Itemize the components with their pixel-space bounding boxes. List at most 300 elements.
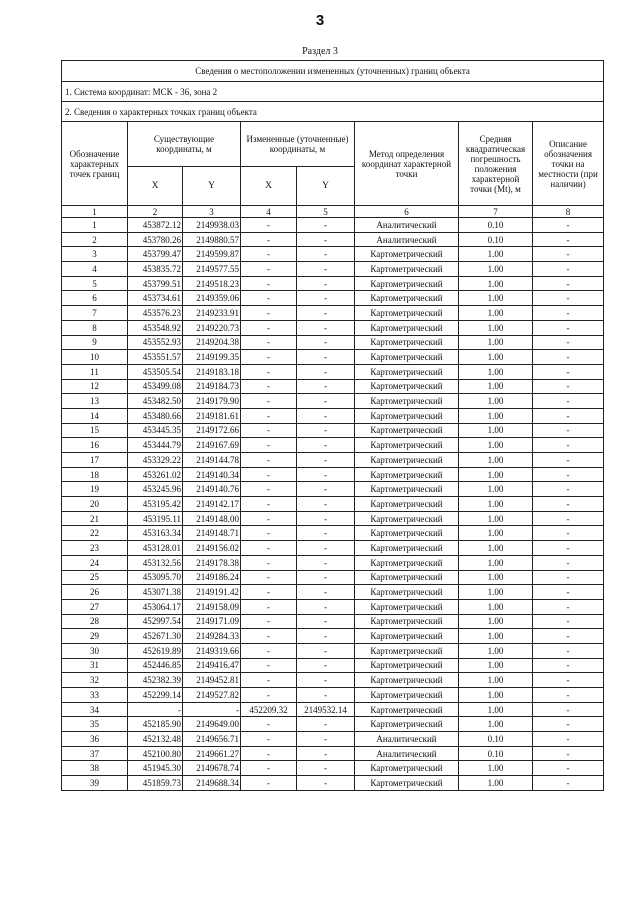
changed-y-cell: 2149532.14 (297, 702, 355, 717)
existing-y-cell: 2149518.23 (183, 276, 241, 291)
description-cell: - (533, 276, 604, 291)
existing-x-cell: 451859.73 (128, 776, 183, 791)
existing-x-cell: 453734.61 (128, 291, 183, 306)
point-number-cell: 8 (62, 320, 128, 335)
description-cell: - (533, 526, 604, 541)
existing-y-cell: 2149181.61 (183, 408, 241, 423)
changed-y-cell: - (297, 320, 355, 335)
existing-y-cell: 2149140.34 (183, 467, 241, 482)
accuracy-cell: 1.00 (459, 408, 533, 423)
table-row (62, 335, 604, 350)
existing-y-cell: 2149416.47 (183, 658, 241, 673)
existing-y-cell: 2149649.00 (183, 717, 241, 732)
description-cell: - (533, 541, 604, 556)
description-cell: - (533, 717, 604, 732)
existing-y-cell: 2149678.74 (183, 761, 241, 776)
table-row (62, 643, 604, 658)
page-number: 3 (315, 12, 325, 29)
point-number-cell: 22 (62, 526, 128, 541)
point-number-cell: 10 (62, 350, 128, 365)
changed-y-cell: - (297, 276, 355, 291)
method-cell: Картометрический (355, 467, 459, 482)
existing-x-cell: 453445.35 (128, 423, 183, 438)
point-number-cell: 34 (62, 702, 128, 717)
method-cell: Картометрический (355, 276, 459, 291)
changed-y-cell: - (297, 629, 355, 644)
existing-x-cell: 452997.54 (128, 614, 183, 629)
changed-y-cell: - (297, 218, 355, 233)
changed-y-cell: - (297, 688, 355, 703)
method-cell: Картометрический (355, 541, 459, 556)
table-row (62, 570, 604, 585)
changed-x-cell: - (241, 717, 297, 732)
existing-y-cell: 2149144.78 (183, 453, 241, 468)
accuracy-cell: 1.00 (459, 555, 533, 570)
existing-x-cell: 453329.22 (128, 453, 183, 468)
description-cell: - (533, 746, 604, 761)
existing-x-cell: 452382.39 (128, 673, 183, 688)
changed-x-cell: - (241, 247, 297, 262)
point-number-cell: 39 (62, 776, 128, 791)
method-cell: Аналитический (355, 746, 459, 761)
method-cell: Картометрический (355, 364, 459, 379)
changed-x-cell: - (241, 320, 297, 335)
point-number-cell: 3 (62, 247, 128, 262)
changed-x-cell: - (241, 541, 297, 556)
method-cell: Картометрический (355, 482, 459, 497)
column-number: 3 (183, 206, 241, 218)
existing-y-cell: 2149233.91 (183, 306, 241, 321)
table-row (62, 306, 604, 321)
changed-x-cell: - (241, 658, 297, 673)
column-number: 2 (128, 206, 183, 218)
method-cell: Картометрический (355, 394, 459, 409)
table-row (62, 511, 604, 526)
description-cell: - (533, 320, 604, 335)
accuracy-cell: 1.00 (459, 497, 533, 512)
existing-x-cell: 453505.54 (128, 364, 183, 379)
method-cell: Картометрический (355, 335, 459, 350)
point-number-cell: 4 (62, 262, 128, 277)
existing-y-cell: 2149452.81 (183, 673, 241, 688)
accuracy-cell: 1.00 (459, 643, 533, 658)
table-row (62, 702, 604, 717)
changed-y-cell: - (297, 599, 355, 614)
method-cell: Картометрический (355, 614, 459, 629)
existing-y-cell: 2149186.24 (183, 570, 241, 585)
method-cell: Картометрический (355, 453, 459, 468)
accuracy-cell: 1.00 (459, 262, 533, 277)
method-cell: Картометрический (355, 599, 459, 614)
accuracy-cell: 0.10 (459, 746, 533, 761)
column-number: 4 (241, 206, 297, 218)
existing-x-cell: 453872.12 (128, 218, 183, 233)
description-cell: - (533, 629, 604, 644)
header-description: Описание обозначения точки на местности (при наличии) (533, 122, 604, 206)
existing-y-cell: 2149148.71 (183, 526, 241, 541)
column-number: 7 (459, 206, 533, 218)
accuracy-cell: 0.10 (459, 218, 533, 233)
changed-x-cell: - (241, 497, 297, 512)
changed-x-cell: - (241, 732, 297, 747)
existing-x-cell: 451945.30 (128, 761, 183, 776)
changed-y-cell: - (297, 408, 355, 423)
existing-x-cell: 453245.96 (128, 482, 183, 497)
method-cell: Картометрический (355, 717, 459, 732)
table-row (62, 438, 604, 453)
existing-x-cell: 453482.50 (128, 394, 183, 409)
existing-y-cell: 2149319.66 (183, 643, 241, 658)
existing-y-cell: 2149148.00 (183, 511, 241, 526)
changed-x-cell: - (241, 276, 297, 291)
changed-y-cell: - (297, 511, 355, 526)
existing-y-cell: 2149688.34 (183, 776, 241, 791)
method-cell: Картометрический (355, 306, 459, 321)
description-cell: - (533, 218, 604, 233)
point-number-cell: 24 (62, 555, 128, 570)
table-row (62, 482, 604, 497)
accuracy-cell: 1.00 (459, 570, 533, 585)
description-cell: - (533, 658, 604, 673)
method-cell: Картометрический (355, 438, 459, 453)
description-cell: - (533, 291, 604, 306)
changed-x-cell: - (241, 232, 297, 247)
point-number-cell: 28 (62, 614, 128, 629)
header-existing-coordinates: Существующие координаты, м (128, 122, 241, 167)
description-cell: - (533, 335, 604, 350)
description-cell: - (533, 467, 604, 482)
method-cell: Картометрический (355, 673, 459, 688)
existing-y-cell: 2149284.33 (183, 629, 241, 644)
description-cell: - (533, 673, 604, 688)
existing-y-cell: 2149359.06 (183, 291, 241, 306)
accuracy-cell: 1.00 (459, 482, 533, 497)
accuracy-cell: 1.00 (459, 438, 533, 453)
changed-x-cell: - (241, 379, 297, 394)
changed-x-cell: - (241, 614, 297, 629)
header-y: Y (183, 167, 241, 206)
point-number-cell: 30 (62, 643, 128, 658)
accuracy-cell: 1.00 (459, 276, 533, 291)
header-accuracy: Средняя квадратическая погрешность положения характерной точки (Mt), м (459, 122, 533, 206)
point-number-cell: 2 (62, 232, 128, 247)
method-cell: Картометрический (355, 291, 459, 306)
existing-x-cell: 452185.90 (128, 717, 183, 732)
method-cell: Картометрический (355, 511, 459, 526)
existing-x-cell: - (128, 702, 183, 717)
changed-x-cell: - (241, 746, 297, 761)
accuracy-cell: 1.00 (459, 717, 533, 732)
table-row (62, 276, 604, 291)
point-number-cell: 7 (62, 306, 128, 321)
changed-y-cell: - (297, 643, 355, 658)
table-row (62, 761, 604, 776)
changed-x-cell: - (241, 511, 297, 526)
existing-x-cell: 453799.47 (128, 247, 183, 262)
existing-x-cell: 453552.93 (128, 335, 183, 350)
changed-y-cell: - (297, 585, 355, 600)
changed-x-cell: - (241, 306, 297, 321)
method-cell: Картометрический (355, 423, 459, 438)
changed-y-cell: - (297, 482, 355, 497)
column-number: 6 (355, 206, 459, 218)
section-title: Раздел 3 (302, 46, 338, 57)
point-number-cell: 31 (62, 658, 128, 673)
table-row (62, 218, 604, 233)
point-number-cell: 16 (62, 438, 128, 453)
accuracy-cell: 1.00 (459, 394, 533, 409)
accuracy-cell: 1.00 (459, 599, 533, 614)
table-row (62, 247, 604, 262)
existing-x-cell: 453064.17 (128, 599, 183, 614)
changed-x-cell: - (241, 629, 297, 644)
existing-y-cell: 2149191.42 (183, 585, 241, 600)
method-cell: Картометрический (355, 262, 459, 277)
point-number-cell: 25 (62, 570, 128, 585)
point-number-cell: 5 (62, 276, 128, 291)
description-cell: - (533, 570, 604, 585)
changed-x-cell: - (241, 218, 297, 233)
point-number-cell: 33 (62, 688, 128, 703)
header-x: X (128, 167, 183, 206)
table-row (62, 746, 604, 761)
accuracy-cell: 1.00 (459, 335, 533, 350)
point-number-cell: 9 (62, 335, 128, 350)
point-number-cell: 35 (62, 717, 128, 732)
existing-y-cell: 2149158.09 (183, 599, 241, 614)
existing-x-cell: 453480.66 (128, 408, 183, 423)
method-cell: Аналитический (355, 232, 459, 247)
changed-x-cell: - (241, 673, 297, 688)
existing-x-cell: 453444.79 (128, 438, 183, 453)
accuracy-cell: 1.00 (459, 364, 533, 379)
method-cell: Картометрический (355, 643, 459, 658)
point-number-cell: 23 (62, 541, 128, 556)
point-number-cell: 15 (62, 423, 128, 438)
point-number-cell: 19 (62, 482, 128, 497)
accuracy-cell: 1.00 (459, 673, 533, 688)
table-row (62, 497, 604, 512)
description-cell: - (533, 262, 604, 277)
accuracy-cell: 1.00 (459, 702, 533, 717)
changed-y-cell: - (297, 555, 355, 570)
description-cell: - (533, 643, 604, 658)
description-cell: - (533, 702, 604, 717)
existing-x-cell: 453195.42 (128, 497, 183, 512)
points-body (62, 218, 604, 791)
changed-x-cell: - (241, 555, 297, 570)
method-cell: Аналитический (355, 732, 459, 747)
table-row (62, 585, 604, 600)
method-cell: Картометрический (355, 320, 459, 335)
existing-y-cell: 2149140.76 (183, 482, 241, 497)
existing-x-cell: 453548.92 (128, 320, 183, 335)
changed-y-cell: - (297, 526, 355, 541)
existing-y-cell: 2149142.17 (183, 497, 241, 512)
point-number-cell: 38 (62, 761, 128, 776)
table-row (62, 688, 604, 703)
table-row (62, 673, 604, 688)
description-cell: - (533, 599, 604, 614)
existing-y-cell: 2149204.38 (183, 335, 241, 350)
header-changed-coordinates: Измененные (уточненные) координаты, м (241, 122, 355, 167)
table-row (62, 555, 604, 570)
description-cell: - (533, 408, 604, 423)
changed-x-cell: - (241, 526, 297, 541)
method-cell: Картометрический (355, 570, 459, 585)
table-row (62, 291, 604, 306)
existing-x-cell: 452619.89 (128, 643, 183, 658)
coordinate-system: 1. Система координат: МСК - 36, зона 2 (62, 82, 604, 102)
point-number-cell: 37 (62, 746, 128, 761)
description-cell: - (533, 247, 604, 262)
existing-x-cell: 453163.34 (128, 526, 183, 541)
description-cell: - (533, 394, 604, 409)
accuracy-cell: 1.00 (459, 306, 533, 321)
changed-x-cell: - (241, 262, 297, 277)
changed-x-cell: - (241, 482, 297, 497)
method-cell: Картометрический (355, 379, 459, 394)
existing-y-cell: - (183, 702, 241, 717)
existing-x-cell: 453576.23 (128, 306, 183, 321)
changed-y-cell: - (297, 423, 355, 438)
method-cell: Картометрический (355, 629, 459, 644)
changed-x-cell: - (241, 453, 297, 468)
description-cell: - (533, 688, 604, 703)
table-row (62, 364, 604, 379)
point-number-cell: 18 (62, 467, 128, 482)
changed-y-cell: - (297, 394, 355, 409)
changed-y-cell: - (297, 541, 355, 556)
changed-y-cell: - (297, 497, 355, 512)
changed-x-cell: - (241, 291, 297, 306)
table-row (62, 599, 604, 614)
accuracy-cell: 1.00 (459, 776, 533, 791)
method-cell: Картометрический (355, 555, 459, 570)
changed-y-cell: - (297, 673, 355, 688)
existing-y-cell: 2149179.90 (183, 394, 241, 409)
point-number-cell: 29 (62, 629, 128, 644)
changed-x-cell: - (241, 394, 297, 409)
description-cell: - (533, 497, 604, 512)
point-number-cell: 36 (62, 732, 128, 747)
description-cell: - (533, 732, 604, 747)
changed-y-cell: - (297, 570, 355, 585)
existing-y-cell: 2149156.02 (183, 541, 241, 556)
changed-y-cell: - (297, 746, 355, 761)
method-cell: Картометрический (355, 408, 459, 423)
changed-y-cell: - (297, 335, 355, 350)
table-row (62, 350, 604, 365)
description-cell: - (533, 482, 604, 497)
existing-y-cell: 2149599.87 (183, 247, 241, 262)
existing-y-cell: 2149527.82 (183, 688, 241, 703)
table-row (62, 717, 604, 732)
changed-y-cell: - (297, 364, 355, 379)
table-row (62, 658, 604, 673)
existing-y-cell: 2149199.35 (183, 350, 241, 365)
point-number-cell: 12 (62, 379, 128, 394)
column-number: 1 (62, 206, 128, 218)
points-subtitle: 2. Сведения о характерных точках границ объекта (62, 102, 604, 122)
point-number-cell: 6 (62, 291, 128, 306)
description-cell: - (533, 511, 604, 526)
accuracy-cell: 1.00 (459, 467, 533, 482)
table-row (62, 232, 604, 247)
changed-y-cell: - (297, 232, 355, 247)
method-cell: Картометрический (355, 702, 459, 717)
accuracy-cell: 1.00 (459, 629, 533, 644)
changed-x-cell: - (241, 438, 297, 453)
table-row (62, 776, 604, 791)
changed-x-cell: - (241, 688, 297, 703)
method-cell: Картометрический (355, 350, 459, 365)
table-row (62, 614, 604, 629)
changed-x-cell: - (241, 643, 297, 658)
changed-y-cell: - (297, 776, 355, 791)
existing-x-cell: 453835.72 (128, 262, 183, 277)
description-cell: - (533, 776, 604, 791)
existing-y-cell: 2149184.73 (183, 379, 241, 394)
existing-x-cell: 453071.38 (128, 585, 183, 600)
changed-y-cell: - (297, 453, 355, 468)
accuracy-cell: 1.00 (459, 585, 533, 600)
changed-x-cell: - (241, 423, 297, 438)
changed-y-cell: - (297, 467, 355, 482)
changed-y-cell: - (297, 262, 355, 277)
changed-y-cell: - (297, 379, 355, 394)
accuracy-cell: 1.00 (459, 658, 533, 673)
table-row (62, 732, 604, 747)
table-row (62, 423, 604, 438)
existing-x-cell: 453780.26 (128, 232, 183, 247)
boundary-points-table (61, 60, 604, 791)
header-method: Метод определения координат характерной точки (355, 122, 459, 206)
changed-y-cell: - (297, 291, 355, 306)
changed-y-cell: - (297, 761, 355, 776)
description-cell: - (533, 614, 604, 629)
existing-y-cell: 2149880.57 (183, 232, 241, 247)
existing-x-cell: 453128.01 (128, 541, 183, 556)
existing-x-cell: 452132.48 (128, 732, 183, 747)
changed-x-cell: - (241, 570, 297, 585)
existing-y-cell: 2149661.27 (183, 746, 241, 761)
changed-x-cell: 452209.32 (241, 702, 297, 717)
method-cell: Картометрический (355, 658, 459, 673)
table-row (62, 453, 604, 468)
point-number-cell: 11 (62, 364, 128, 379)
accuracy-cell: 1.00 (459, 614, 533, 629)
point-number-cell: 14 (62, 408, 128, 423)
changed-y-cell: - (297, 306, 355, 321)
changed-x-cell: - (241, 335, 297, 350)
existing-x-cell: 452671.30 (128, 629, 183, 644)
changed-y-cell: - (297, 658, 355, 673)
changed-x-cell: - (241, 408, 297, 423)
header-x-changed: X (241, 167, 297, 206)
existing-y-cell: 2149938.03 (183, 218, 241, 233)
description-cell: - (533, 585, 604, 600)
description-cell: - (533, 364, 604, 379)
description-cell: - (533, 555, 604, 570)
table-row (62, 467, 604, 482)
existing-y-cell: 2149220.73 (183, 320, 241, 335)
table-row (62, 262, 604, 277)
table-row (62, 394, 604, 409)
accuracy-cell: 1.00 (459, 423, 533, 438)
accuracy-cell: 1.00 (459, 291, 533, 306)
header-y-changed: Y (297, 167, 355, 206)
